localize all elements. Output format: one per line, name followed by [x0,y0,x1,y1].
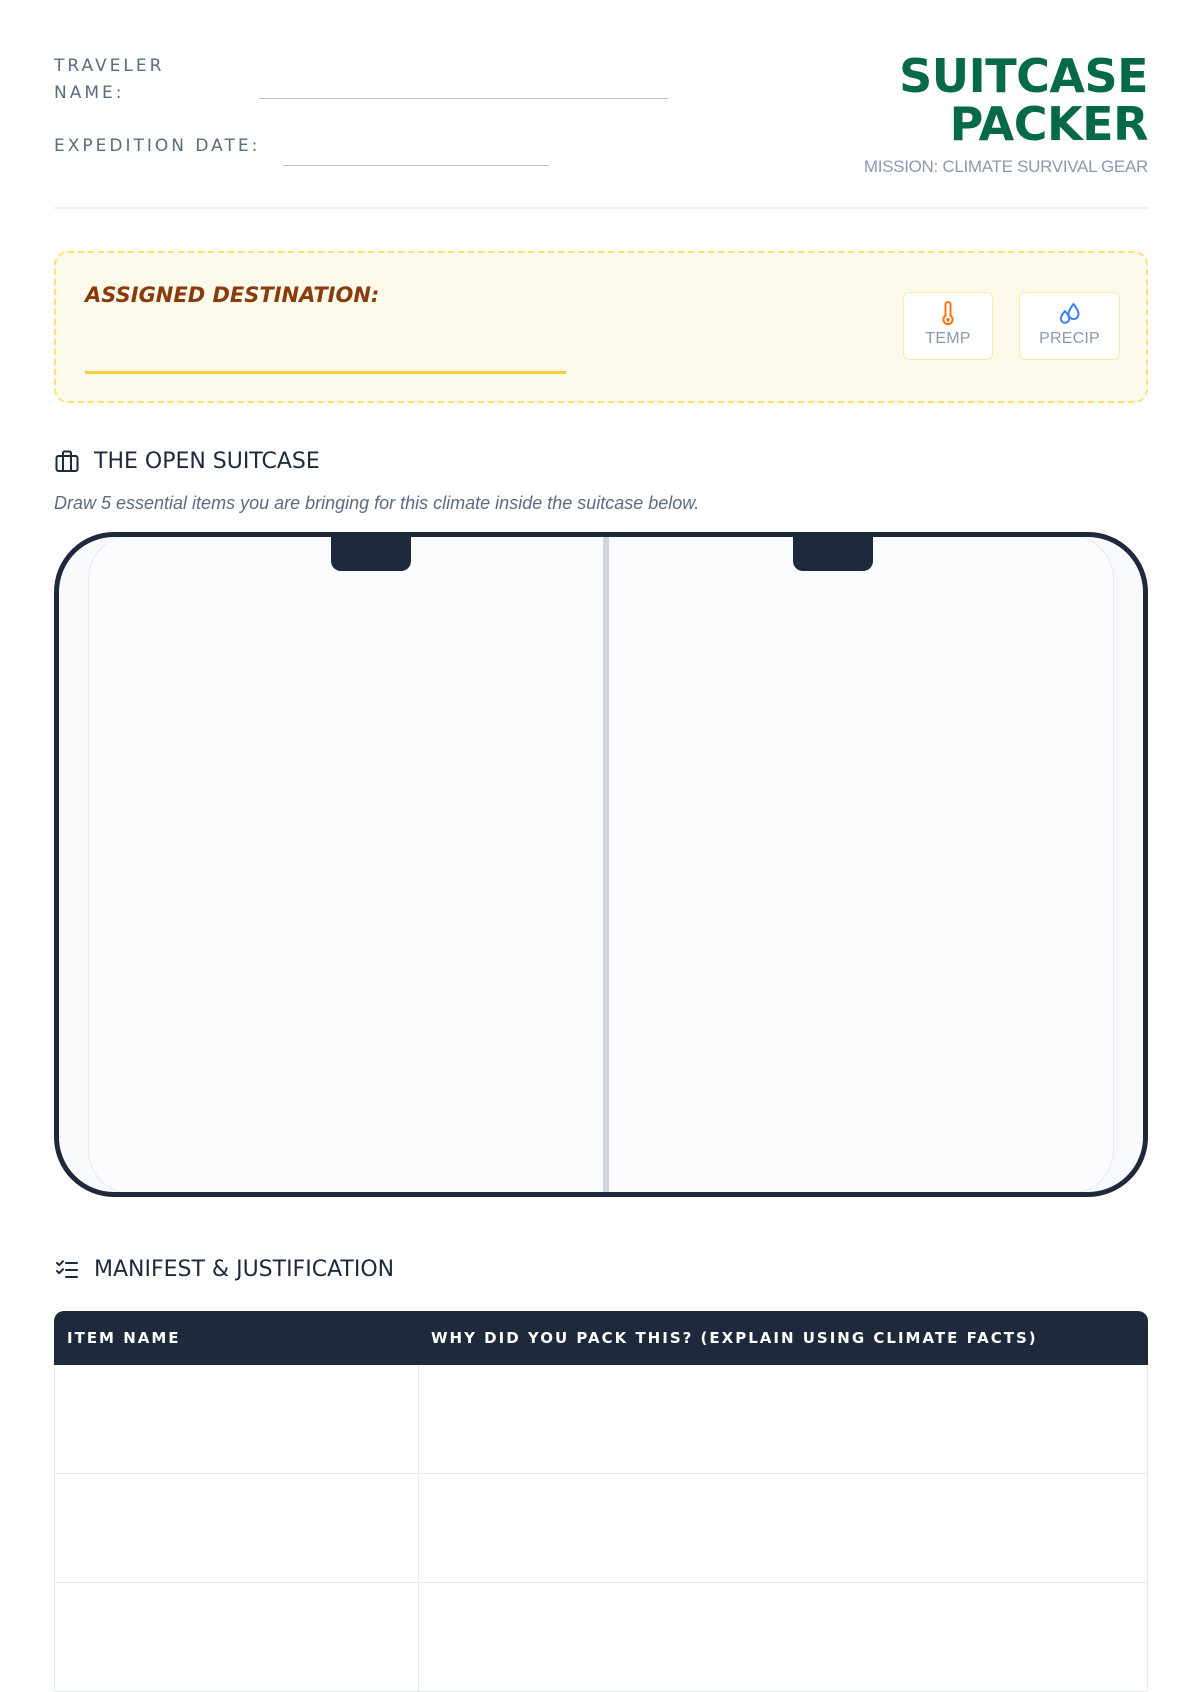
suitcase-section-title: THE OPEN SUITCASE [94,448,320,474]
suitcase-drawing-area[interactable] [54,532,1148,1197]
justification-cell[interactable] [418,1365,1148,1474]
expedition-date-field[interactable] [283,165,549,166]
mission-subtitle: MISSION: CLIMATE SURVIVAL GEAR [863,157,1148,176]
justification-column-header: WHY DID YOU PACK THIS? (EXPLAIN USING CLIMATE FACTS) [418,1311,1148,1365]
manifest-table [54,1311,1148,1692]
suitcase-lining [88,535,1114,1194]
manifest-section-title: MANIFEST & JUSTIFICATION [94,1256,395,1282]
item-name-cell[interactable] [54,1583,418,1692]
temp-chip[interactable] [903,292,993,360]
header-divider [54,207,1148,209]
title-line-2: PACKER [949,97,1148,151]
table-row [54,1365,1148,1474]
checklist-icon [54,1256,80,1282]
table-row [54,1583,1148,1692]
justification-cell[interactable] [418,1583,1148,1692]
traveler-name-field[interactable] [259,98,668,99]
title-line-1: SUITCASE [899,49,1148,103]
manifest-header-row [54,1311,1148,1365]
suitcase-latch-left [331,535,411,571]
precip-chip[interactable] [1019,292,1120,360]
traveler-name-label: TRAVELER NAME: [54,56,165,103]
table-row [54,1474,1148,1583]
page-title [899,49,1148,151]
suitcase-section-heading [54,446,320,476]
destination-box [54,251,1148,403]
suitcase-instruction: Draw 5 essential items you are bringing for this climate inside the suitcase below. [54,493,700,513]
thermometer-icon [937,301,959,327]
briefcase-icon [54,448,80,474]
item-name-cell[interactable] [54,1365,418,1474]
expedition-date-label: EXPEDITION DATE: [54,136,261,156]
justification-cell[interactable] [418,1474,1148,1583]
manifest-section-heading [54,1254,394,1284]
suitcase-latch-right [793,535,873,571]
temp-label: TEMP [925,330,971,347]
item-name-cell[interactable] [54,1474,418,1583]
precip-label: PRECIP [1039,330,1100,347]
destination-label: ASSIGNED DESTINATION: [85,283,380,307]
item-name-column-header: ITEM NAME [54,1311,418,1365]
suitcase-hinge [603,537,609,1192]
droplets-icon [1057,301,1083,327]
destination-field[interactable] [85,371,566,374]
